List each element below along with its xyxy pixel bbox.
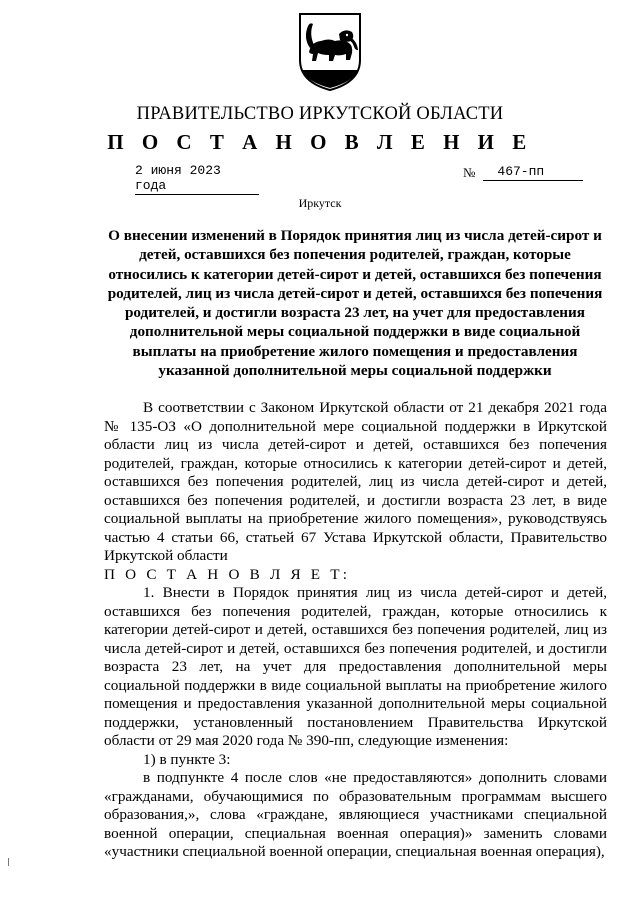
organization-name: ПРАВИТЕЛЬСТВО ИРКУТСКОЙ ОБЛАСТИ: [136, 104, 504, 124]
scan-margin-mark: [8, 858, 9, 866]
document-title: О внесении изменений в Порядок принятия лиц из числа детей-сирот и детей, оставшихся без попечения родителей, граждан, которые относились к категории детей-сирот и детей, оставшихся без попечения родителей, лиц из числа детей-сирот и детей, оставшихся без попечения родителей, и достигли возраста 23 лет, на учет для предоставления дополнительной меры социальной поддержки в виде социальной выплаты на приобретение жилого помещения и предоставления указанной дополнительной меры социальной поддержки: [107, 227, 603, 380]
document-city: Иркутск: [298, 196, 342, 210]
document-number-field: [463, 164, 583, 181]
document-type: П О С Т А Н О В Л Е Н И Е: [107, 130, 533, 154]
resolves-heading: П О С Т А Н О В Л Я Е Т:: [104, 565, 351, 583]
item-1-1-paragraph: 1) в пункте 3:: [143, 750, 231, 768]
irkutsk-coat-of-arms-icon: [295, 8, 365, 93]
preamble-paragraph: В соответствии с Законом Иркутской области от 21 декабря 2021 года № 135-ОЗ «О дополнительной мере социальной поддержки в Иркутской области лиц из числа детей-сирот и детей, оставшихся без попечения родителей, граждан, которые относились к категории детей-сирот и детей, оставшихся без попечения родителей, лиц из числа детей-сирот и детей, оставшихся без попечения родителей, и достигли возраста 23 лет, в виде социальной выплаты на приобретение жилого помещения», руководствуясь частью 4 статьи 66, статьей 67 Устава Иркутской области, Правительство Иркутской области: [104, 399, 607, 564]
item-1-1-a-paragraph: в подпункте 4 после слов «не предоставляются» дополнить словами «гражданами, обучающимися по образовательным программам высшего образования,», слова «граждане, являющиеся участниками специальной военной операции, специальная военная операция)» заменить словами «участники специальной военной операции, специальная военная операция),: [104, 769, 607, 860]
item-1-paragraph: 1. Внести в Порядок принятия лиц из числа детей-сирот и детей, оставшихся без попечения родителей, граждан, которые относились к категории детей-сирот и детей, оставшихся без попечения родителей, лиц из числа детей-сирот и детей, оставшихся без попечения родителей, и достигли возраста 23 лет, на учет для предоставления дополнительной меры социальной поддержки в виде социальной выплаты на приобретение жилого помещения и предоставления указанной дополнительной меры социальной поддержки, установленный постановлением Правительства Иркутской области от 29 мая 2020 года № 390-пп, следующие изменения:: [104, 584, 607, 749]
document-date: 2 июня 2023 года: [135, 163, 259, 195]
document-number: 467-пп: [483, 164, 583, 181]
document-body: [104, 399, 607, 862]
number-sign: №: [463, 165, 476, 180]
